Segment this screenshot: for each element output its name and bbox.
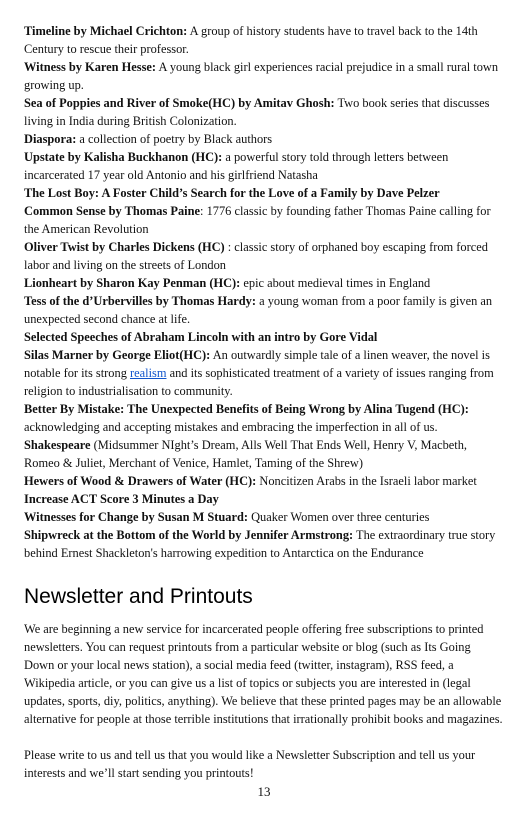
book-description: A group of history students have to travel back to the 14th Century to rescue their professor. — [24, 24, 478, 56]
book-description: acknowledging and accepting mistakes and embracing the imperfection in all of us. — [24, 420, 438, 434]
book-description: Noncitizen Arabs in the Israeli labor market — [256, 474, 477, 488]
newsletter-paragraph: Please write to us and tell us that you would like a Newsletter Subscription and tell us your interests and we’ll start sending you printouts! — [24, 748, 476, 780]
book-entry-silas-marner — [24, 346, 504, 400]
book-title: Timeline by Michael Crichton: — [24, 24, 188, 38]
book-description: a collection of poetry by Black authors — [76, 132, 273, 146]
book-title: Tess of the d’Urbervilles by Thomas Hardy: — [24, 294, 256, 308]
book-description: An outwardly simple tale of a linen weaver, the novel is notable for its strong — [24, 348, 490, 380]
book-title: Silas Marner by George Eliot(HC): — [24, 348, 211, 362]
book-title: Witnesses for Change by Susan M Stuard: — [24, 510, 248, 524]
book-entry-act-score — [24, 490, 504, 508]
book-title: Hewers of Wood & Drawers of Water (HC): — [24, 474, 257, 488]
book-entry-lionheart — [24, 274, 504, 292]
newsletter-paragraph: We are beginning a new service for incarcerated people offering free subscriptions to printed newsletters. You can request printouts from a particular website or blog (such as Its Going Down or your local news station), a social media feed (twitter, instagram), RSS feed, a Wikipedia article, or you can give us a list of topics or subjects you are interested in (legal updates, sports, diy, politics, anything). We believe that these printed pages may be an allowable alternative for people at those terrible institutions that irrationally prohibit books and magazines. — [24, 622, 503, 726]
book-entry-lincoln-speeches — [24, 328, 504, 346]
book-title: Lionheart by Sharon Kay Penman (HC): — [24, 276, 241, 290]
book-entry-diaspora — [24, 130, 504, 148]
book-entry-upstate — [24, 148, 504, 184]
book-entry-shakespeare — [24, 436, 504, 472]
book-title: Witness by Karen Hesse: — [24, 60, 157, 74]
book-title: Shipwreck at the Bottom of the World by Jennifer Armstrong: — [24, 528, 354, 542]
book-description: a young woman from a poor family is given an unexpected second chance at life. — [24, 294, 493, 326]
book-description: : classic story of orphaned boy escaping from forced labor and living on the streets of London — [24, 240, 488, 272]
book-entry-shipwreck — [24, 526, 504, 562]
book-title: Increase ACT Score 3 Minutes a Day — [24, 492, 219, 506]
book-description: The extraordinary true story behind Ernest Shackleton's harrowing expedition to Antarctica on the Endurance — [24, 528, 496, 560]
book-description: A young black girl experiences racial prejudice in a small rural town growing up. — [24, 60, 499, 92]
book-description-continued: and its sophisticated treatment of a variety of issues ranging from religion to industrialisation to community. — [24, 366, 494, 398]
book-title: Diaspora: — [24, 132, 77, 146]
book-description: Quaker Women over three centuries — [248, 510, 430, 524]
book-entry-witnesses-for-change — [24, 508, 504, 526]
book-entry-lost-boy — [24, 184, 504, 202]
book-title: Oliver Twist by Charles Dickens (HC) — [24, 240, 225, 254]
realism-link[interactable]: realism — [130, 366, 167, 380]
book-title: Shakespeare — [24, 438, 91, 452]
book-entry-timeline — [24, 22, 504, 58]
book-description: Two book series that discusses living in India during British Colonization. — [24, 96, 490, 128]
book-description: a powerful story told through letters between incarcerated 17 year old Antonio and his girlfriend Natasha — [24, 150, 449, 182]
newsletter-heading: Newsletter and Printouts — [24, 585, 253, 608]
book-description: epic about medieval times in England — [240, 276, 431, 290]
book-entry-sea-of-poppies — [24, 94, 504, 130]
book-list — [24, 22, 504, 562]
book-title: Selected Speeches of Abraham Lincoln with an intro by Gore Vidal — [24, 330, 378, 344]
document-page — [24, 22, 504, 782]
book-entry-tess — [24, 292, 504, 328]
book-title: Common Sense by Thomas Paine — [24, 204, 201, 218]
book-title: Sea of Poppies and River of Smoke(HC) by Amitav Ghosh: — [24, 96, 335, 110]
book-entry-oliver-twist — [24, 238, 504, 274]
book-title: Better By Mistake: The Unexpected Benefits of Being Wrong by Alina Tugend (HC): — [24, 402, 469, 416]
book-entry-witness — [24, 58, 504, 94]
book-description: : 1776 classic by founding father Thomas Paine calling for the American Revolution — [24, 204, 491, 236]
book-entry-common-sense — [24, 202, 504, 238]
book-entry-better-by-mistake — [24, 400, 504, 436]
book-entry-hewers-of-wood — [24, 472, 504, 490]
book-title: Upstate by Kalisha Buckhanon (HC): — [24, 150, 223, 164]
book-title: The Lost Boy: A Foster Child’s Search for the Love of a Family by Dave Pelzer — [24, 186, 440, 200]
page-number: 13 — [257, 784, 271, 799]
book-description: (Midsummer NIght’s Dream, Alls Well That Ends Well, Henry V, Macbeth, Romeo & Juliet, Merchant of Venice, Hamlet, Taming of the Shrew) — [24, 438, 468, 470]
